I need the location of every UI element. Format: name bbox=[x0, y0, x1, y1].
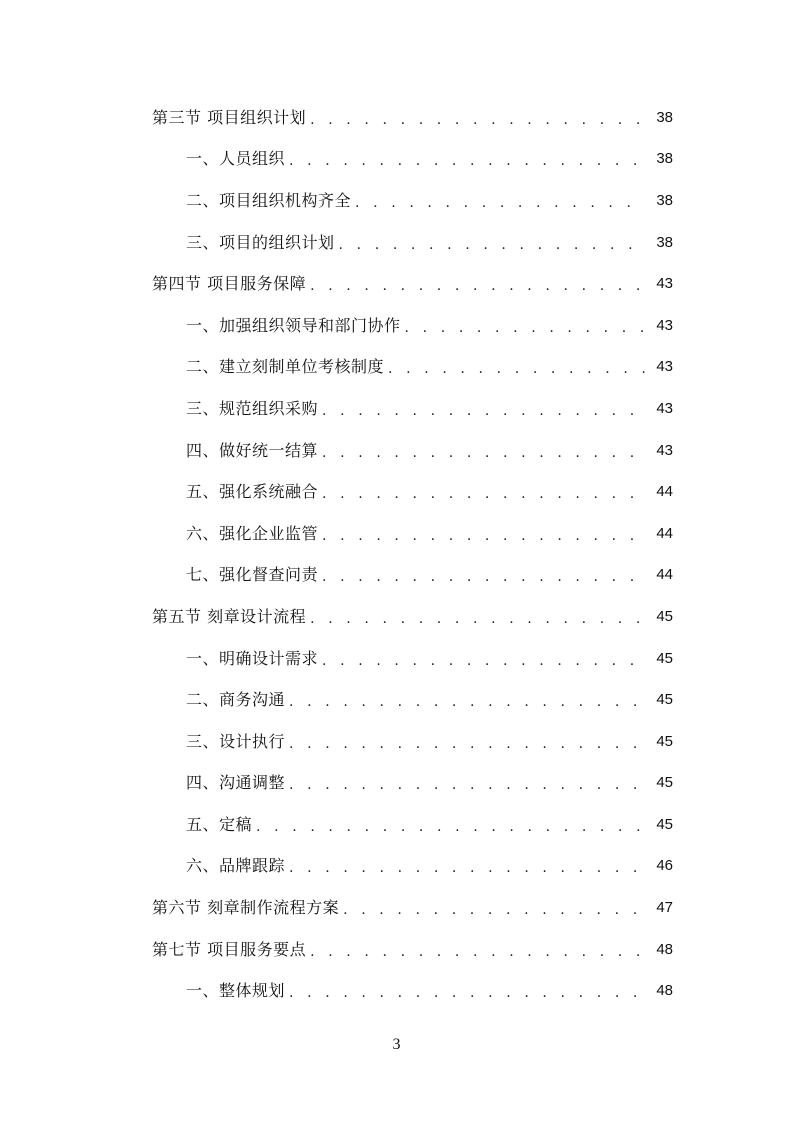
toc-entry-title: 四、做好统一结算 bbox=[186, 440, 319, 460]
toc-entry-title: 第四节 项目服务保障 bbox=[152, 274, 307, 294]
toc-section-entry[interactable] bbox=[0, 263, 793, 305]
toc-dot-leader bbox=[289, 151, 645, 171]
toc-dot-leader bbox=[343, 900, 645, 920]
toc-subsection-entry[interactable] bbox=[0, 139, 793, 181]
toc-dot-leader bbox=[289, 734, 645, 754]
toc-section-entry[interactable] bbox=[0, 596, 793, 638]
toc-dot-leader bbox=[310, 609, 645, 629]
toc-dot-leader bbox=[256, 817, 645, 837]
toc-subsection-entry[interactable] bbox=[0, 970, 793, 1012]
toc-entry-page-number: 48 bbox=[656, 982, 673, 1000]
toc-subsection-entry[interactable] bbox=[0, 305, 793, 347]
toc-entry-title: 第六节 刻章制作流程方案 bbox=[152, 898, 340, 918]
toc-subsection-entry[interactable] bbox=[0, 679, 793, 721]
toc-dot-leader bbox=[289, 858, 645, 878]
toc-entry-title: 五、强化系统融合 bbox=[186, 482, 319, 502]
toc-dot-leader bbox=[355, 193, 645, 213]
toc-dot-leader bbox=[322, 443, 645, 463]
toc-entry-title: 第五节 刻章设计流程 bbox=[152, 606, 307, 626]
toc-subsection-entry[interactable] bbox=[0, 347, 793, 389]
toc-entry-page-number: 45 bbox=[656, 649, 673, 667]
toc-dot-leader bbox=[405, 318, 645, 338]
toc-entry-title: 第七节 项目服务要点 bbox=[152, 939, 307, 959]
toc-dot-leader bbox=[289, 775, 645, 795]
toc-entry-page-number: 46 bbox=[656, 857, 673, 875]
toc-entry-title: 六、强化企业监管 bbox=[186, 523, 319, 543]
toc-entry-page-number: 43 bbox=[656, 358, 673, 376]
toc-subsection-entry[interactable] bbox=[0, 471, 793, 513]
toc-dot-leader bbox=[339, 235, 645, 255]
toc-subsection-entry[interactable] bbox=[0, 846, 793, 888]
toc-subsection-entry[interactable] bbox=[0, 804, 793, 846]
toc-subsection-entry[interactable] bbox=[0, 513, 793, 555]
toc-entry-title: 四、沟通调整 bbox=[186, 773, 286, 793]
toc-entry-page-number: 45 bbox=[656, 774, 673, 792]
toc-entry-title: 第三节 项目组织计划 bbox=[152, 107, 307, 127]
toc-subsection-entry[interactable] bbox=[0, 721, 793, 763]
toc-entry-title: 一、明确设计需求 bbox=[186, 648, 319, 668]
toc-section-entry[interactable] bbox=[0, 929, 793, 971]
toc-entry-page-number: 38 bbox=[656, 108, 673, 126]
toc-dot-leader bbox=[289, 692, 645, 712]
toc-subsection-entry[interactable] bbox=[0, 180, 793, 222]
toc-dot-leader bbox=[322, 567, 645, 587]
toc-dot-leader bbox=[310, 942, 645, 962]
toc-entry-page-number: 44 bbox=[656, 524, 673, 542]
toc-entry-page-number: 38 bbox=[656, 233, 673, 251]
page-number: 3 bbox=[392, 1036, 401, 1053]
toc-entry-title: 七、强化督查问责 bbox=[186, 565, 319, 585]
toc-dot-leader bbox=[388, 359, 645, 379]
toc-subsection-entry[interactable] bbox=[0, 388, 793, 430]
toc-subsection-entry[interactable] bbox=[0, 430, 793, 472]
toc-dot-leader bbox=[322, 526, 645, 546]
toc-entry-title: 三、项目的组织计划 bbox=[186, 232, 335, 252]
toc-dot-leader bbox=[310, 110, 645, 130]
toc-entry-title: 二、建立刻制单位考核制度 bbox=[186, 357, 385, 377]
toc-entry-page-number: 45 bbox=[656, 732, 673, 750]
toc-entry-page-number: 45 bbox=[656, 815, 673, 833]
toc-section-entry[interactable] bbox=[0, 887, 793, 929]
toc-entry-title: 一、整体规划 bbox=[186, 981, 286, 1001]
toc-entry-page-number: 43 bbox=[656, 316, 673, 334]
toc-subsection-entry[interactable] bbox=[0, 555, 793, 597]
toc-entry-page-number: 47 bbox=[656, 899, 673, 917]
toc-entry-title: 一、人员组织 bbox=[186, 149, 286, 169]
toc-entry-page-number: 44 bbox=[656, 483, 673, 501]
toc-entry-page-number: 43 bbox=[656, 441, 673, 459]
toc-entry-page-number: 45 bbox=[656, 691, 673, 709]
toc-entry-page-number: 44 bbox=[656, 566, 673, 584]
toc-entry-title: 六、品牌跟踪 bbox=[186, 856, 286, 876]
toc-subsection-entry[interactable] bbox=[0, 222, 793, 264]
toc-entry-title: 五、定稿 bbox=[186, 814, 253, 834]
toc-entry-title: 三、规范组织采购 bbox=[186, 398, 319, 418]
toc-entry-title: 二、项目组织机构齐全 bbox=[186, 190, 352, 210]
toc-dot-leader bbox=[322, 484, 645, 504]
toc-entry-page-number: 48 bbox=[656, 940, 673, 958]
toc-entry-title: 二、商务沟通 bbox=[186, 690, 286, 710]
toc-entry-page-number: 43 bbox=[656, 399, 673, 417]
toc-section-entry[interactable] bbox=[0, 97, 793, 139]
toc-entry-page-number: 38 bbox=[656, 191, 673, 209]
toc-dot-leader bbox=[289, 983, 645, 1003]
toc-entry-title: 三、设计执行 bbox=[186, 731, 286, 751]
toc-dot-leader bbox=[310, 276, 645, 296]
toc-entry-title: 一、加强组织领导和部门协作 bbox=[186, 315, 401, 335]
toc-entry-page-number: 38 bbox=[656, 150, 673, 168]
toc-entry-page-number: 45 bbox=[656, 607, 673, 625]
table-of-contents bbox=[0, 97, 793, 1012]
toc-subsection-entry[interactable] bbox=[0, 638, 793, 680]
toc-subsection-entry[interactable] bbox=[0, 763, 793, 805]
toc-entry-page-number: 43 bbox=[656, 275, 673, 293]
toc-dot-leader bbox=[322, 651, 645, 671]
toc-dot-leader bbox=[322, 401, 645, 421]
